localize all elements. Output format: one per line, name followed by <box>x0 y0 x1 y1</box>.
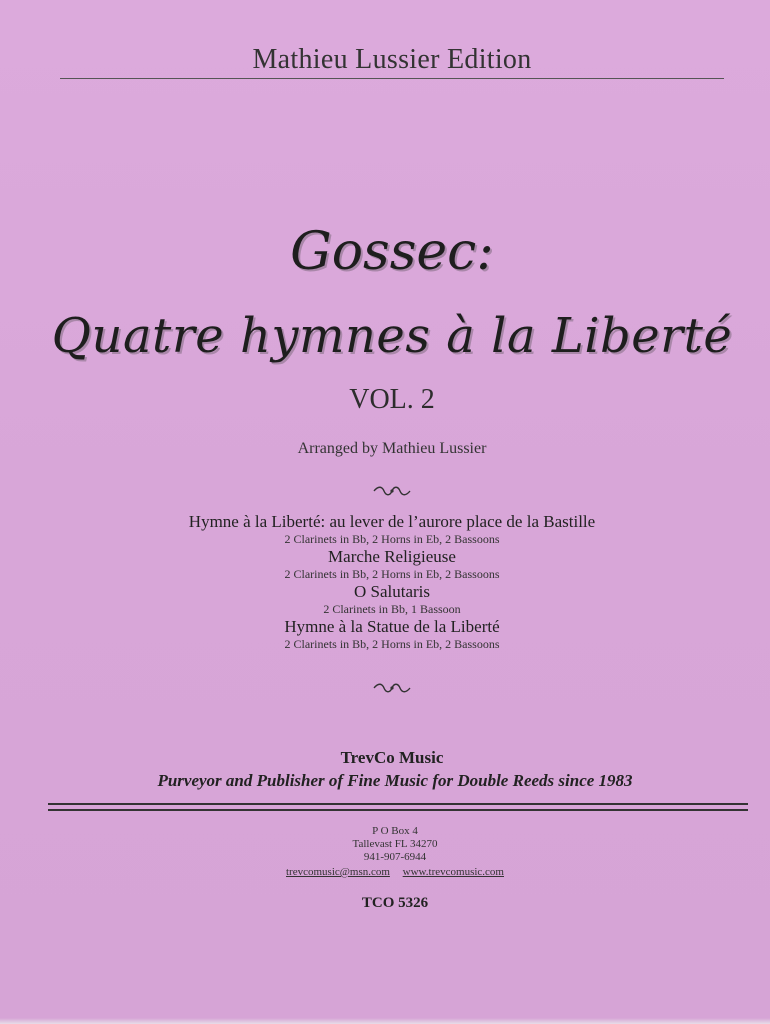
page-edge <box>0 1018 770 1024</box>
volume-label: VOL. 2 <box>349 384 435 415</box>
piece-instrumentation: 2 Clarinets in Bb, 2 Horns in Eb, 2 Bassoons <box>284 567 500 581</box>
piece-instrumentation: 2 Clarinets in Bb, 1 Bassoon <box>323 602 461 616</box>
ornament-divider <box>372 682 412 694</box>
contact-links <box>0 866 770 878</box>
address-line: P O Box 4 <box>372 825 418 837</box>
composer-name: Gossec: <box>290 222 494 282</box>
ornament-divider <box>372 485 412 497</box>
publisher-name: TrevCo Music <box>340 748 444 767</box>
catalog-code: TCO 5326 <box>361 895 429 911</box>
website-link[interactable]: www.trevcomusic.com <box>402 866 504 878</box>
piece-title: Hymne à la Liberté: au lever de l’aurore place de la Bastille <box>188 512 596 531</box>
piece-title: Hymne à la Statue de la Liberté <box>284 617 500 636</box>
address-line: Tallevast FL 34270 <box>352 838 438 850</box>
email-link[interactable]: trevcomusic@msn.com <box>286 866 390 878</box>
double-rule-bottom <box>48 809 748 811</box>
phone-number: 941-907-6944 <box>363 851 427 863</box>
piece-list <box>0 512 770 652</box>
list-item <box>0 582 770 617</box>
arranger-credit: Arranged by Mathieu Lussier <box>297 440 487 457</box>
piece-title: Marche Religieuse <box>328 547 456 566</box>
edition-title: Mathieu Lussier Edition <box>252 44 532 75</box>
list-item <box>0 512 770 547</box>
list-item <box>0 617 770 652</box>
publisher-tagline: Purveyor and Publisher of Fine Music for Double Reeds since 1983 <box>157 771 633 790</box>
list-item <box>0 547 770 582</box>
double-rule-top <box>48 803 748 805</box>
work-title: Quatre hymnes à la Liberté <box>51 308 733 364</box>
piece-title: O Salutaris <box>353 582 431 601</box>
top-rule <box>60 78 724 79</box>
publisher-address <box>0 825 770 864</box>
piece-instrumentation: 2 Clarinets in Bb, 2 Horns in Eb, 2 Bassoons <box>284 532 500 546</box>
piece-instrumentation: 2 Clarinets in Bb, 2 Horns in Eb, 2 Bassoons <box>284 637 500 651</box>
